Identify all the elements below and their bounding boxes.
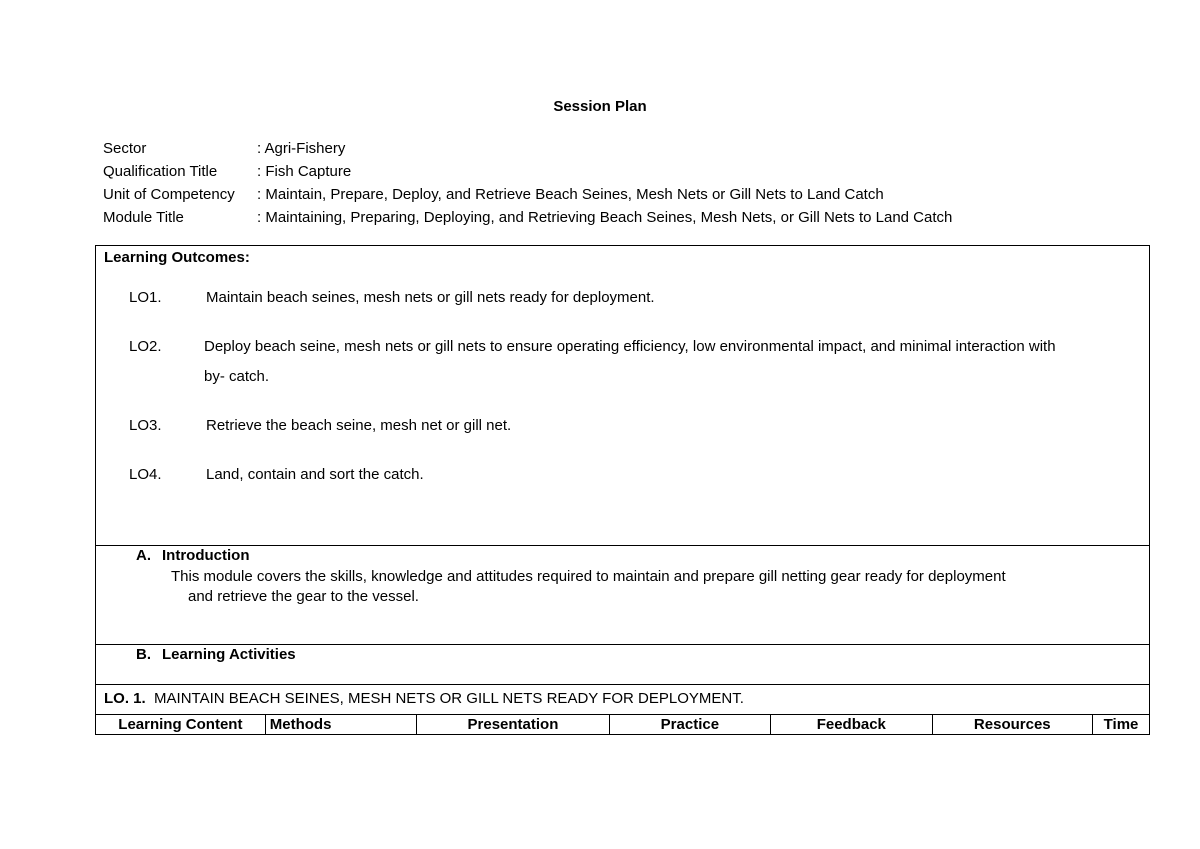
- meta-row-qualification: [103, 160, 952, 183]
- lo1-prefix: LO. 1.: [104, 690, 146, 707]
- introduction-line: and retrieve the gear to the vessel.: [188, 588, 419, 605]
- section-title: Learning Activities: [162, 646, 296, 663]
- column-header-methods: Methods: [265, 715, 416, 735]
- meta-label: Sector: [103, 140, 147, 157]
- column-header-practice: Practice: [609, 715, 770, 735]
- introduction-line: This module covers the skills, knowledge and attitudes required to maintain and prepare gill netting gear ready for deployment: [171, 568, 1006, 585]
- meta-label: Qualification Title: [103, 163, 218, 180]
- column-header-feedback: Feedback: [771, 715, 932, 735]
- lo-text: Maintain beach seines, mesh nets or gill nets ready for deployment.: [206, 289, 655, 306]
- section-letter: B.: [136, 646, 151, 663]
- learning-activities-section: [95, 644, 1150, 684]
- lo-number: LO1.: [129, 289, 162, 306]
- lo-text: Deploy beach seine, mesh nets or gill nets to ensure operating efficiency, low environmental impact, and minimal interaction with by- catch.: [204, 338, 1056, 385]
- learning-outcome-item: [129, 411, 1076, 441]
- learning-outcomes-heading: Learning Outcomes:: [104, 249, 250, 266]
- lo-number: LO4.: [129, 466, 162, 483]
- introduction-section: [95, 545, 1150, 644]
- meta-label: Unit of Competency: [103, 186, 235, 203]
- column-header-learning-content: Learning Content: [96, 715, 266, 735]
- meta-label: Module Title: [103, 209, 184, 226]
- learning-outcome-item: [129, 460, 1076, 490]
- section-letter: A.: [136, 547, 151, 564]
- lo1-row: [95, 684, 1150, 714]
- document-title: Session Plan: [553, 98, 647, 115]
- introduction-text: [171, 567, 1131, 607]
- lo1-text: MAINTAIN BEACH SEINES, MESH NETS OR GILL NETS READY FOR DEPLOYMENT.: [154, 690, 744, 707]
- lo-number: LO3.: [129, 417, 162, 434]
- section-title: Introduction: [162, 547, 250, 564]
- learning-outcome-item: [129, 283, 1076, 313]
- lo-text: Retrieve the beach seine, mesh net or gill net.: [206, 417, 512, 434]
- lo-number: LO2.: [129, 338, 162, 355]
- lo1-title: [104, 690, 744, 707]
- lo-text: Land, contain and sort the catch.: [206, 466, 424, 483]
- column-header-presentation: Presentation: [417, 715, 609, 735]
- column-header-resources: Resources: [932, 715, 1093, 735]
- column-header-time: Time: [1093, 715, 1150, 735]
- table-header-row: [96, 715, 1150, 735]
- meta-value: : Maintaining, Preparing, Deploying, and Retrieving Beach Seines, Mesh Nets, or Gill Nets to Land Catch: [257, 209, 953, 226]
- activities-table-header: [95, 714, 1150, 735]
- learning-outcomes-box: [95, 245, 1150, 545]
- meta-row-unit: [103, 183, 952, 206]
- meta-value: : Fish Capture: [257, 163, 352, 180]
- meta-row-module: [103, 206, 952, 229]
- meta-value: : Agri-Fishery: [257, 140, 346, 157]
- learning-activities-heading: [136, 646, 296, 663]
- meta-block: [103, 137, 952, 229]
- meta-value: : Maintain, Prepare, Deploy, and Retrieve Beach Seines, Mesh Nets or Gill Nets to Land Catch: [257, 186, 884, 203]
- introduction-heading: [136, 547, 249, 564]
- learning-outcome-item: [129, 332, 1074, 392]
- meta-row-sector: [103, 137, 952, 160]
